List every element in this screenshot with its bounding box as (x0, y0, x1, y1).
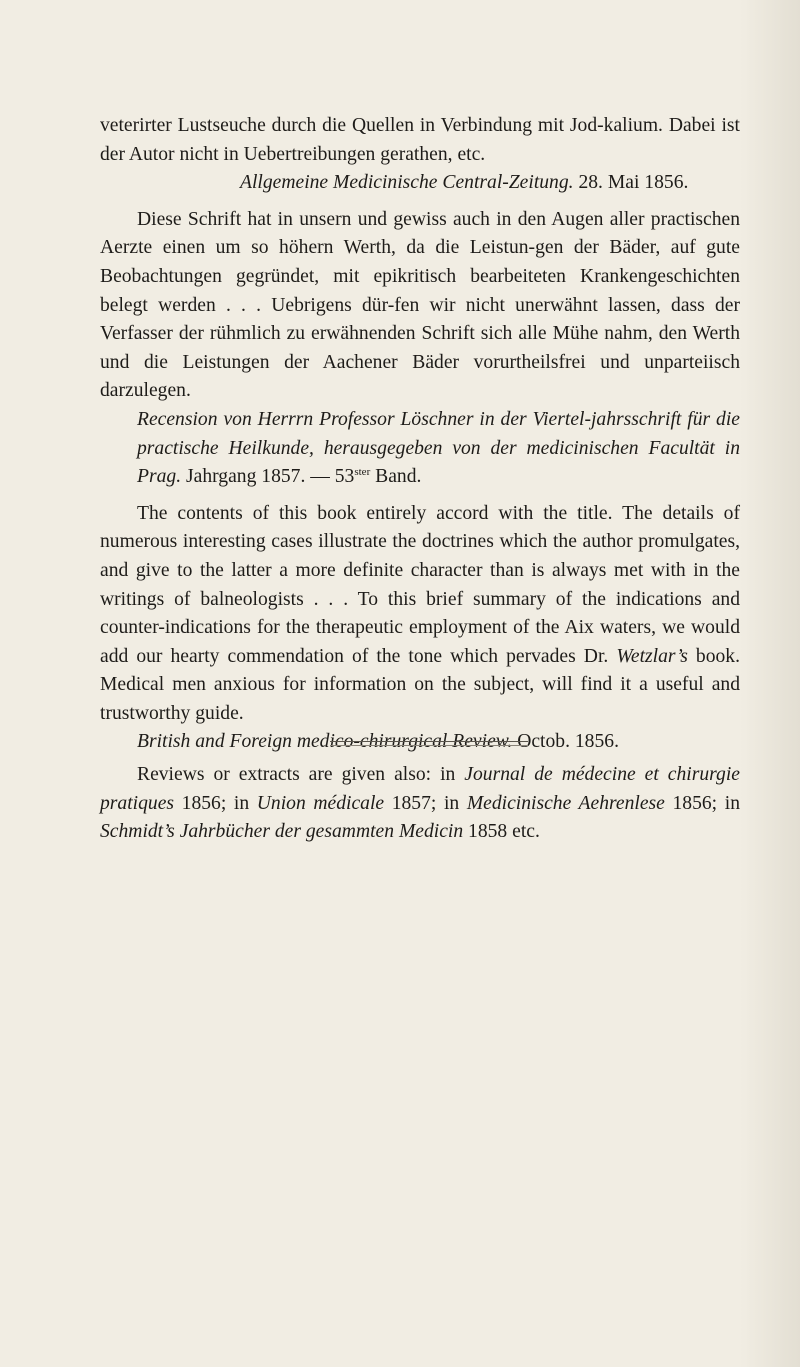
p4-text: 1857; in (384, 792, 467, 814)
paragraph-2: Diese Schrift hat in unsern und gewiss auch in den Augen aller practischen Aerzte einen um so höhern Werth, da die Leistun-gen der Bäder, auf gute Beobachtungen gegründet, mit epikritisch bearbeiteten Krankengeschichten belegt werden . . . Uebrigens dür-fen wir nicht unerwähnt lassen, dass der Verfasser der rühmlich zu erwähnenden Schrift sich alle Mühe nahm, den Werth und die Leistungen der Aachener Bäder vorurtheilsfrei und unparteiisch darzulegen. (100, 208, 740, 402)
citation-date: 28. Mai 1856. (573, 172, 689, 194)
citation-volume: Jahrgang 1857. — 53 (181, 466, 355, 488)
author-name: Wetzlar’s (608, 645, 688, 667)
page-edge-shading (740, 0, 800, 1367)
citation-date: Octob. 1856. (512, 731, 619, 753)
citation-title: British and Foreign medico-chirurgical Review. (137, 731, 513, 753)
journal-title: Journal de médecine et chirurgie pratiques (100, 764, 740, 814)
end-rule (330, 741, 528, 742)
end-rule-secondary (330, 745, 528, 746)
citation-superscript: ster (354, 466, 371, 479)
source-citation-1 (100, 169, 740, 198)
p4-text: 1858 etc. (463, 821, 540, 843)
paragraph-3-text: The contents of this book entirely accord with the title. The details of numerous interesting cases illustrate the doctrines which the author promulgates, and give to the latter a more definite character than is always met with in the writings of balneologists . . . To this brief summary of the indications and counter-indications for the therapeutic employment of the Aix waters, we would add our hearty commendation of the tone which pervades Dr. (100, 502, 740, 667)
journal-title: Medicinische Aehrenlese (466, 792, 665, 814)
source-citation-3 (100, 728, 740, 757)
paragraph-3-end: book. Medical men anxious for information on the subject, will find it a useful and trustworthy guide. (100, 645, 740, 724)
paragraph-3 (100, 500, 740, 729)
source-citation-2 (100, 406, 740, 492)
p4-text: Reviews or extracts are given also: in (137, 764, 465, 786)
journal-title: Schmidt’s Jahrbücher der gesammten Medicin (100, 821, 464, 843)
journal-title: Union médicale (256, 792, 385, 814)
paragraph-1: veterirter Lustseuche durch die Quellen in Verbindung mit Jod-kalium. Dabei ist der Autor nicht in Uebertreibungen gerathen, etc. (100, 115, 740, 165)
document-page (100, 112, 740, 847)
paragraph-4 (100, 761, 740, 847)
p4-text: 1856; in (174, 792, 257, 814)
citation-end: Band. (370, 466, 422, 488)
citation-title: Allgemeine Medicinische Central-Zeitung. (240, 172, 574, 194)
p4-text: 1856; in (664, 792, 740, 814)
citation-title: Recension von Herrrn Professor Löschner in der Viertel-jahrsschrift für die practische Heilkunde, herausgegeben von der medicinischen Facultät in Prag. (137, 408, 740, 488)
